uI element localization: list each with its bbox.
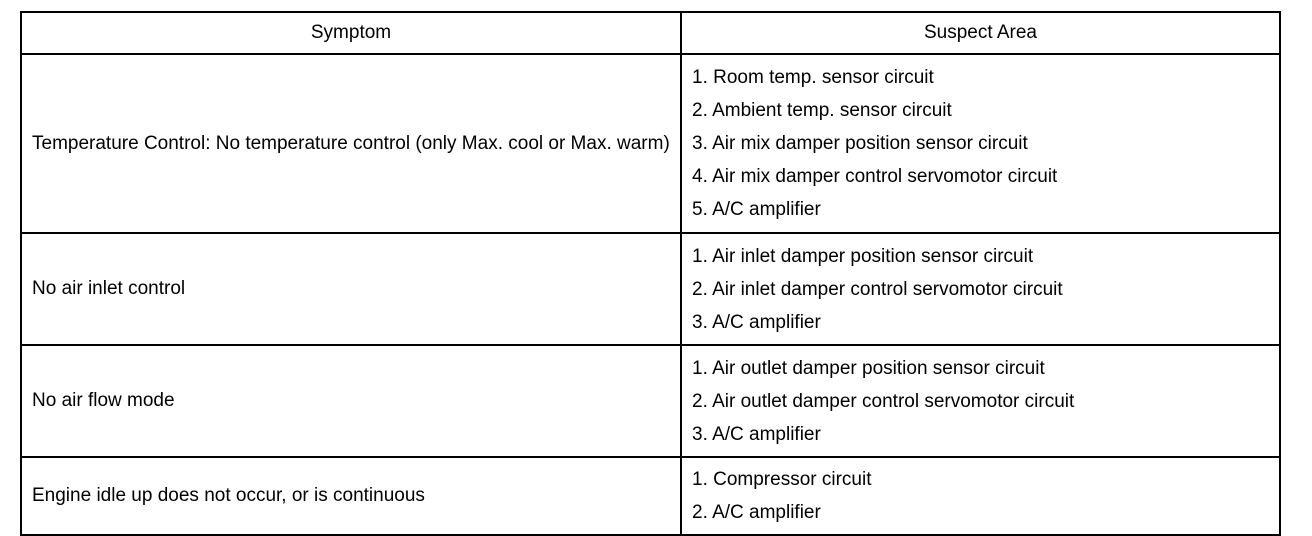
symptom-cell: Engine idle up does not occur, or is continuous [21,457,681,535]
table-row [21,457,1280,535]
suspect-area-cell [681,345,1280,457]
table-container [20,11,1281,536]
column-header-symptom: Symptom [21,12,681,54]
suspect-area-item: 2. Ambient temp. sensor circuit [692,100,952,121]
symptom-cell: No air flow mode [21,345,681,457]
suspect-area-cell [681,233,1280,345]
suspect-area-item: 4. Air mix damper control servomotor circuit [692,166,1058,187]
symptom-cell: Temperature Control: No temperature control (only Max. cool or Max. warm) [21,54,681,233]
suspect-area-item: 2. Air inlet damper control servomotor circuit [692,278,1063,300]
suspect-area-item: 1. Air inlet damper position sensor circuit [692,245,1034,267]
symptom-cell: No air inlet control [21,233,681,345]
suspect-area-cell [681,54,1280,233]
symptom-table [20,11,1281,536]
table-row [21,233,1280,345]
suspect-area-item: 2. A/C amplifier [692,502,821,523]
table-row [21,345,1280,457]
suspect-area-cell [681,457,1280,535]
table-row [21,54,1280,233]
suspect-area-item: 1. Room temp. sensor circuit [692,67,934,88]
suspect-area-item: 3. A/C amplifier [692,311,821,333]
suspect-area-item: 1. Compressor circuit [692,469,872,490]
table-header-row [21,12,1280,54]
column-header-suspect-area: Suspect Area [681,12,1280,54]
suspect-area-item: 5. A/C amplifier [692,199,821,220]
suspect-area-item: 1. Air outlet damper position sensor circuit [692,357,1045,379]
suspect-area-item: 2. Air outlet damper control servomotor circuit [692,390,1075,412]
suspect-area-item: 3. A/C amplifier [692,423,821,445]
suspect-area-item: 3. Air mix damper position sensor circuit [692,133,1028,154]
